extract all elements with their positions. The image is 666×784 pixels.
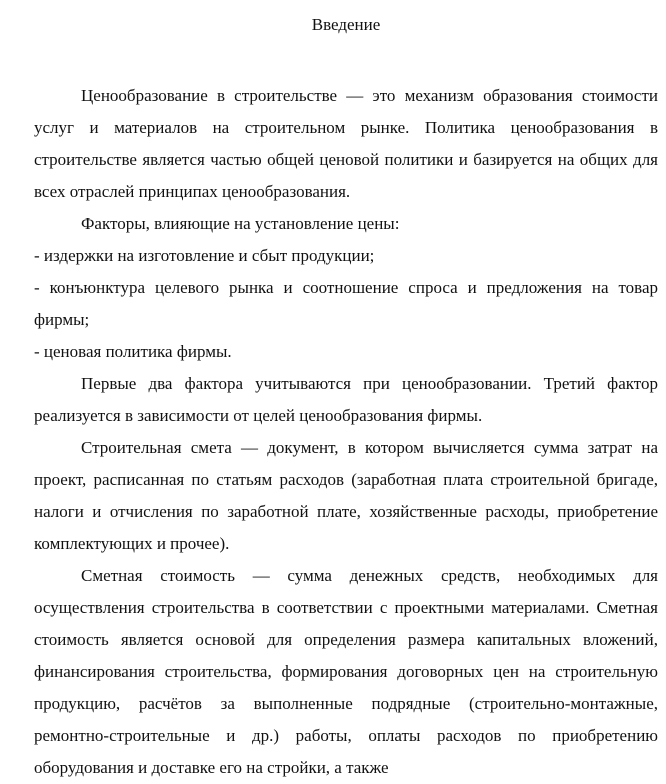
paragraph-intro: Ценообразование в строительстве — это механизм образования стоимости услуг и материалов на строительном рынке. Политика ценообразования в строительстве является частью общей ценовой политики и базируется на общих для всех отраслей принципах ценообразования. (34, 86, 658, 201)
document-page (34, 12, 658, 784)
list-item-policy: - ценовая политика фирмы. (34, 342, 232, 361)
paragraph-first-factors: Первые два фактора учитываются при ценообразовании. Третий фактор реализуется в зависимости от целей ценообразования фирмы. (34, 374, 658, 425)
paragraph-estimate: Строительная смета — документ, в котором вычисляется сумма затрат на проект, расписанная по статьям расходов (заработная плата строительной бригаде, налоги и отчисления по заработной плате, хозяйственные расходы, приобретение комплектующих и прочее). (34, 438, 658, 553)
paragraph-factors-heading: Факторы, влияющие на установление цены: (81, 214, 400, 233)
title-spacer (34, 44, 658, 80)
list-item-market: - конъюнктура целевого рынка и соотношение спроса и предложения на товар фирмы; (34, 278, 658, 329)
document-title: Введение (311, 15, 381, 34)
paragraph-estimated-cost: Сметная стоимость — сумма денежных средств, необходимых для осуществления строительства в соответствии с проектными материалами. Сметная стоимость является основой для определения размера капитальных вложений, финансирования строительства, формирования договорных цен на строительную продукцию, расчётов за выполненные подрядные (строительно-монтажные, ремонтно-строительные и др.) работы, оплаты расходов по приобретению оборудования и доставке его на стройки, а также (34, 566, 658, 777)
list-item-costs: - издержки на изготовление и сбыт продукции; (34, 246, 375, 265)
